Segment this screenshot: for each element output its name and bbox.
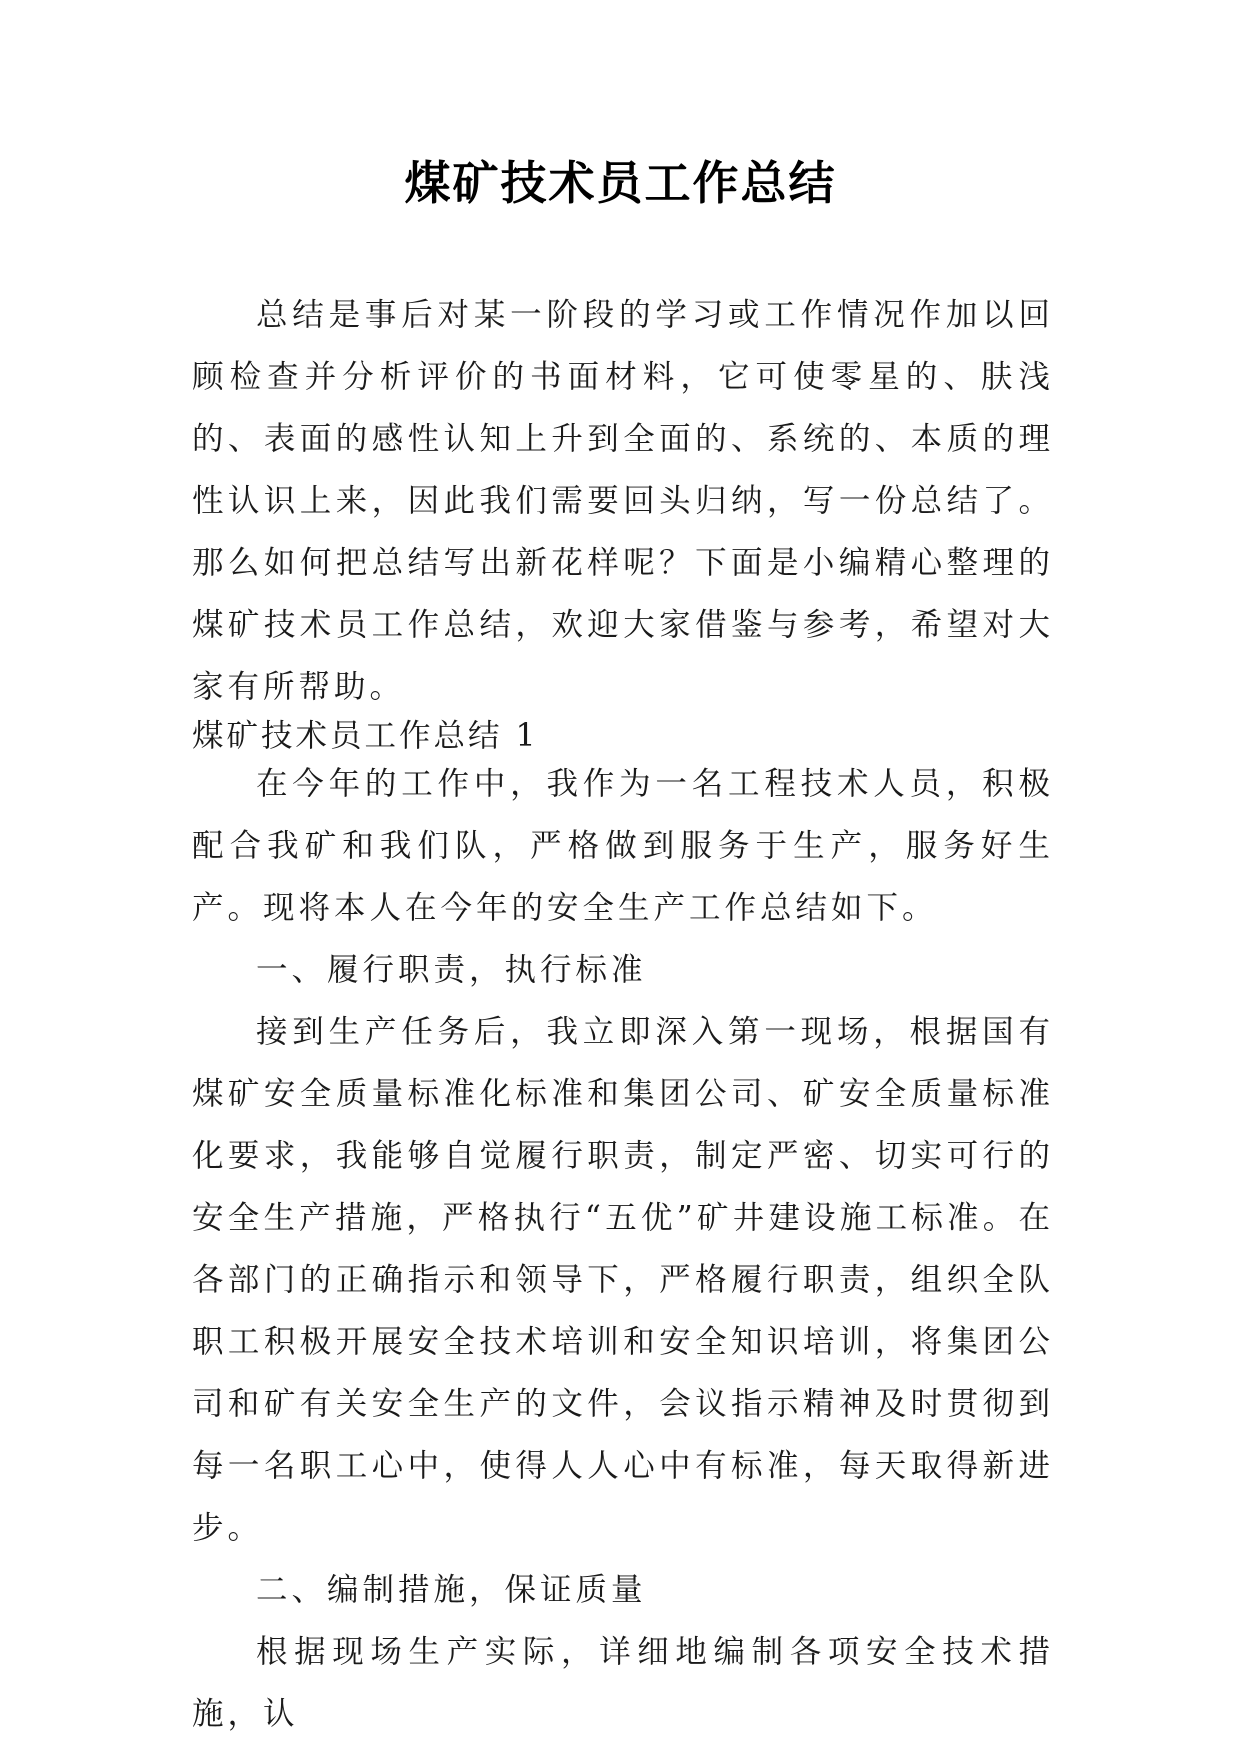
intro-block [192, 284, 1054, 718]
body-paragraph: 接到生产任务后，我立即深入第一现场，根据国有煤矿安全质量标准化标准和集团公司、矿安全质量标准化要求，我能够自觉履行职责，制定严密、切实可行的安全生产措施，严格执行“五优”矿井建设施工标准。在各部门的正确指示和领导下，严格履行职责，组织全队职工积极开展安全技术培训和安全知识培训，将集团公司和矿有关安全生产的文件，会议指示精神及时贯彻到每一名职工心中，使得人人心中有标准，每天取得新进步。 [192, 1014, 1054, 1546]
body-paragraph: 在今年的工作中，我作为一名工程技术人员，积极配合我矿和我们队，严格做到服务于生产，服务好生产。现将本人在今年的安全生产工作总结如下。 [192, 766, 1054, 926]
document-title: 煤矿技术员工作总结 [404, 156, 837, 210]
subheading-paragraph: 一、履行职责，执行标准 [256, 952, 647, 988]
section-body [192, 753, 1054, 1745]
body-paragraph: 根据现场生产实际，详细地编制各项安全技术措施，认 [192, 1634, 1054, 1732]
intro-paragraph: 总结是事后对某一阶段的学习或工作情况作加以回顾检查并分析评价的书面材料，它可使零星的、肤浅的、表面的感性认知上升到全面的、系统的、本质的理性认识上来，因此我们需要回头归纳，写一份总结了。那么如何把总结写出新花样呢？下面是小编精心整理的煤矿技术员工作总结，欢迎大家借鉴与参考，希望对大家有所帮助。 [192, 297, 1054, 705]
section-heading: 煤矿技术员工作总结 1 [192, 718, 539, 754]
subheading-paragraph: 二、编制措施，保证质量 [256, 1572, 647, 1608]
